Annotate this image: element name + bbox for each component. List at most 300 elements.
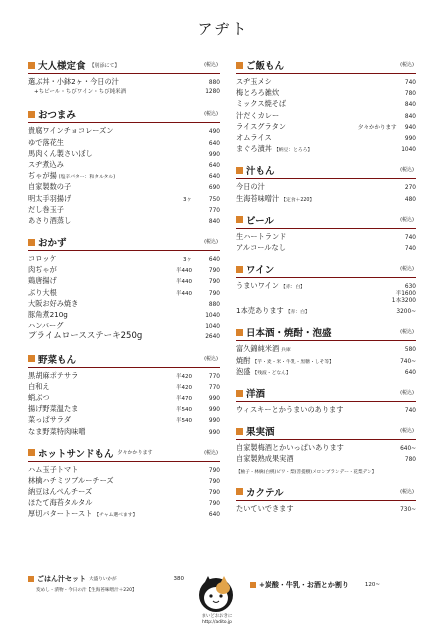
menu-item bbox=[236, 76, 416, 87]
menu-item bbox=[236, 453, 416, 464]
menu-item-price: 640 bbox=[208, 257, 220, 264]
menu-item-name-wrap bbox=[28, 370, 162, 381]
left-column bbox=[28, 58, 220, 529]
menu-item-name: 林檎ハチミツブルーチーズ bbox=[28, 475, 114, 485]
menu-item-name-wrap bbox=[236, 465, 392, 478]
bullet-square-icon bbox=[236, 62, 243, 69]
menu-section bbox=[236, 213, 416, 253]
menu-item bbox=[236, 231, 416, 242]
menu-item bbox=[28, 414, 220, 425]
bullet-square-icon bbox=[28, 576, 34, 582]
page-title: アヂト bbox=[197, 20, 249, 38]
menu-item bbox=[28, 253, 220, 264]
menu-item-name: スヂ玉メシ bbox=[236, 77, 272, 86]
menu-item-name: 泡盛 bbox=[236, 366, 251, 376]
menu-item bbox=[28, 486, 220, 497]
menu-item-name: 自家製数の子 bbox=[28, 182, 72, 192]
menu-section bbox=[236, 163, 416, 203]
menu-section bbox=[28, 235, 220, 343]
menu-item-name: ミックス焼そば bbox=[236, 99, 287, 109]
menu-item bbox=[236, 305, 416, 316]
menu-item-name-wrap bbox=[28, 486, 196, 497]
menu-item-price: 740 bbox=[404, 234, 416, 241]
bullet-square-icon bbox=[28, 239, 35, 246]
menu-item bbox=[28, 264, 220, 275]
menu-section bbox=[236, 58, 416, 154]
menu-item-price: 990 bbox=[404, 135, 416, 142]
menu-item-name: 黒胡麻ポテサラ bbox=[28, 370, 79, 380]
menu-item bbox=[236, 193, 416, 204]
bullet-square-icon bbox=[28, 111, 35, 118]
mixer-price: 120~ bbox=[364, 582, 380, 588]
menu-item-name-wrap bbox=[236, 442, 392, 453]
section-title: 野菜もん bbox=[38, 354, 77, 366]
menu-item-price: 490 bbox=[208, 129, 220, 136]
menu-item bbox=[236, 132, 416, 143]
bullet-square-icon bbox=[28, 355, 35, 362]
menu-item-name-wrap bbox=[236, 366, 392, 379]
menu-item-name-wrap bbox=[236, 76, 392, 87]
section-title: おつまみ bbox=[38, 110, 76, 122]
tax-label: (税込) bbox=[400, 216, 414, 223]
tax-label: (税込) bbox=[400, 390, 414, 396]
menu-item-name: まぐろ漬丼 bbox=[236, 144, 272, 154]
menu-item-name: ハム玉子トマト bbox=[28, 464, 79, 474]
rice-soup-set bbox=[28, 574, 188, 593]
menu-item-name: 白和え bbox=[28, 381, 50, 391]
menu-item-half-price: 半440 bbox=[176, 279, 192, 286]
menu-item-price: 640 bbox=[404, 369, 416, 376]
menu-item-name-wrap bbox=[236, 98, 392, 109]
menu-section bbox=[236, 386, 416, 415]
menu-item-name: 梅とろろ雑炊 bbox=[236, 88, 280, 98]
tax-label: (税込) bbox=[400, 488, 414, 495]
menu-item-name: ライスグラタン bbox=[236, 121, 286, 131]
menu-item-half-price: 半440 bbox=[176, 290, 192, 297]
tax-label: (税込) bbox=[204, 239, 218, 246]
menu-item-name-wrap bbox=[236, 181, 392, 192]
menu-section bbox=[28, 58, 220, 98]
section-title: ご飯もん bbox=[246, 61, 285, 72]
section-header bbox=[236, 386, 416, 402]
menu-item bbox=[28, 275, 220, 286]
section-header bbox=[236, 325, 416, 341]
menu-item bbox=[236, 465, 416, 476]
menu-item-price: 790 bbox=[208, 490, 220, 497]
section-title: カクテル bbox=[246, 487, 284, 499]
menu-item-name-wrap bbox=[28, 381, 162, 392]
menu-item bbox=[236, 181, 416, 192]
menu-item-name: 自家製熟成果実酒 bbox=[236, 454, 294, 464]
menu-item-name-wrap bbox=[28, 414, 162, 425]
menu-item-price: 840 bbox=[208, 218, 220, 225]
bullet-square-icon bbox=[236, 167, 243, 174]
menu-item-half-price: 半420 bbox=[176, 373, 192, 380]
menu-item-half-price: 3ヶ bbox=[183, 257, 192, 264]
menu-item bbox=[236, 143, 416, 154]
menu-item bbox=[236, 355, 416, 366]
menu-item-price: 790 bbox=[208, 467, 220, 474]
menu-item bbox=[28, 331, 220, 342]
section-header bbox=[236, 213, 416, 229]
section-header bbox=[28, 107, 220, 123]
menu-item-price: 3200~ bbox=[396, 309, 416, 316]
menu-item-name-wrap bbox=[28, 159, 196, 170]
menu-item bbox=[28, 309, 220, 320]
menu-item-price: 990 bbox=[208, 407, 220, 414]
menu-item-name: ほたて海苔タルタル bbox=[28, 498, 93, 508]
bullet-square-icon bbox=[28, 62, 35, 69]
menu-item-half-price: 半420 bbox=[176, 384, 192, 391]
bullet-square-icon bbox=[250, 582, 256, 588]
menu-item-price: 790 bbox=[208, 268, 220, 275]
menu-item-name: 鶏唐揚げ bbox=[28, 276, 57, 286]
menu-item-name-wrap bbox=[28, 392, 162, 403]
menu-item-name-wrap bbox=[28, 204, 196, 215]
section-title: 果実酒 bbox=[246, 427, 275, 439]
menu-item bbox=[28, 76, 220, 87]
menu-item-name: 蛸ぶつ bbox=[28, 392, 50, 402]
menu-item-price: 630 bbox=[404, 284, 416, 291]
menu-item-name: 馬肉くん製さいぼし bbox=[28, 148, 93, 158]
menu-item-price: 790 bbox=[208, 501, 220, 508]
menu-item-name: 選ぶ丼・小鉢2ヶ・今日の汁 bbox=[28, 77, 119, 86]
tax-label: (税込) bbox=[400, 329, 414, 336]
menu-item-price: 1040 bbox=[205, 313, 220, 319]
menu-item bbox=[28, 403, 220, 414]
right-column bbox=[236, 58, 416, 523]
menu-item-name-wrap bbox=[236, 193, 392, 206]
menu-item-name-wrap bbox=[28, 464, 196, 475]
menu-item-name: うまいワイン bbox=[236, 281, 279, 291]
menu-item bbox=[28, 475, 220, 486]
menu-item-name: 肉ぢゃが bbox=[28, 265, 57, 275]
menu-item bbox=[28, 320, 220, 331]
menu-item-name-wrap bbox=[236, 143, 392, 156]
menu-item-name-wrap bbox=[236, 110, 392, 121]
menu-section bbox=[236, 485, 416, 514]
menu-item-price: 580 bbox=[404, 347, 416, 354]
tax-label: (税込) bbox=[400, 266, 414, 273]
menu-item-name: 自家製梅酒とかいっぱいあります bbox=[236, 443, 344, 453]
menu-item-name-wrap bbox=[28, 264, 162, 275]
menu-item-price: 990 bbox=[208, 418, 220, 425]
menu-item bbox=[28, 204, 220, 215]
cat-logo-icon bbox=[196, 574, 236, 614]
section-title: 大人様定食 bbox=[38, 61, 86, 72]
menu-item-price: 1040 bbox=[205, 324, 220, 331]
menu-item-name-wrap bbox=[28, 309, 196, 320]
menu-item bbox=[28, 508, 220, 519]
mixer-label: +炭酸・牛乳・お酒とか割り bbox=[259, 581, 349, 589]
menu-item bbox=[28, 125, 220, 136]
menu-item-name-wrap bbox=[28, 181, 196, 192]
tax-label: (税込) bbox=[204, 355, 218, 362]
menu-item-price: 880 bbox=[208, 80, 220, 86]
menu-item-name: 【柚子・林檎(白桃)ピワ・梨(菩提樹)メロンブランデー・花梨デン】 bbox=[236, 469, 377, 475]
menu-item-detail: (塩辛バター：和タルタル) bbox=[58, 175, 116, 181]
menu-item-name: 焼酎 bbox=[236, 355, 251, 365]
menu-item-detail: 【チャム選べます】 bbox=[94, 513, 138, 519]
menu-item-price: 790 bbox=[208, 279, 220, 286]
tax-label: (税込) bbox=[204, 111, 218, 118]
section-header bbox=[28, 352, 220, 368]
menu-item-half-price: 3ヶ bbox=[183, 196, 192, 203]
menu-item-detail: 【赤：白】 bbox=[280, 285, 305, 291]
menu-item-name: 納豆はんぺんチーズ bbox=[28, 487, 93, 497]
menu-item-name-wrap bbox=[28, 275, 162, 286]
menu-item-price: 640 bbox=[208, 140, 220, 147]
menu-item-name: ゆで落花生 bbox=[28, 137, 64, 147]
menu-item-price: 730~ bbox=[400, 506, 416, 513]
menu-item bbox=[28, 287, 220, 298]
addon-label: +ちビール・ちびワイン・ちび純米酒 bbox=[34, 89, 127, 96]
extra-price: 1本3200 bbox=[391, 298, 416, 305]
menu-item-price: 1040 bbox=[401, 147, 416, 154]
menu-item-name-wrap bbox=[28, 76, 196, 87]
menu-item bbox=[28, 464, 220, 475]
menu-item bbox=[28, 148, 220, 159]
menu-item-price: 740 bbox=[404, 408, 416, 414]
menu-item-price: 770 bbox=[208, 384, 220, 391]
menu-item-price: 840 bbox=[404, 113, 416, 120]
tax-label: (税込) bbox=[400, 167, 414, 174]
menu-item bbox=[236, 404, 416, 415]
menu-item-name-wrap bbox=[236, 242, 392, 253]
cat-caption-greeting: まいどおおきに bbox=[201, 614, 233, 619]
menu-item-name: 1本売あります bbox=[236, 306, 284, 316]
menu-item-name: あさり酒蒸し bbox=[28, 215, 72, 225]
menu-item-name-wrap bbox=[28, 331, 196, 342]
menu-item bbox=[236, 343, 416, 354]
tax-label: (税込) bbox=[204, 62, 218, 68]
menu-item-name: 大阪お好み焼き bbox=[28, 298, 79, 308]
menu-item-name: 明太手羽揚げ bbox=[28, 193, 72, 203]
menu-item bbox=[236, 442, 416, 453]
menu-item-name-wrap bbox=[28, 148, 196, 159]
section-title: 洋酒 bbox=[246, 389, 266, 400]
menu-item-price: 770 bbox=[208, 207, 220, 214]
menu-item-name-wrap bbox=[28, 475, 196, 486]
menu-item-name-wrap bbox=[236, 121, 358, 132]
menu-item-price: 640 bbox=[208, 174, 220, 181]
menu-item-detail: 【納豆：とろろ】 bbox=[273, 148, 313, 154]
menu-item-price: 750 bbox=[208, 196, 220, 203]
bullet-square-icon bbox=[28, 449, 35, 456]
menu-item-detail: 兵庫 bbox=[281, 348, 291, 354]
bullet-square-icon bbox=[236, 216, 243, 223]
menu-item-name: コロッケ bbox=[28, 254, 57, 264]
menu-item-name-wrap bbox=[28, 426, 196, 437]
menu-item bbox=[236, 121, 416, 132]
set-title: ごはん汁セット bbox=[37, 575, 86, 583]
menu-item-name-wrap bbox=[28, 253, 162, 264]
menu-item bbox=[28, 170, 220, 181]
menu-item-name: ウィスキーとかうまいのあります bbox=[236, 405, 344, 414]
extra-price: 半1600 bbox=[395, 291, 416, 298]
section-title: 汁もん bbox=[246, 166, 275, 178]
menu-item-price: 480 bbox=[404, 196, 416, 203]
menu-item-name-wrap bbox=[28, 298, 196, 309]
menu-item bbox=[236, 110, 416, 121]
menu-item bbox=[28, 426, 220, 437]
menu-item-name-wrap bbox=[28, 137, 196, 148]
menu-item-detail: 【芋・麦・米・牛乳・黒糖・しそ等】 bbox=[252, 359, 334, 365]
section-title: おかず bbox=[38, 238, 67, 250]
section-header bbox=[28, 446, 220, 462]
menu-item-name: ぢゃが揚 bbox=[28, 171, 57, 181]
menu-item-name-wrap bbox=[236, 132, 392, 143]
menu-item-price: 990 bbox=[208, 429, 220, 436]
menu-item bbox=[236, 98, 416, 109]
menu-item-detail: 【定食＋220】 bbox=[281, 197, 315, 203]
menu-item-name: 豚角煮210g bbox=[28, 310, 68, 319]
menu-item-price: 740 bbox=[404, 80, 416, 86]
menu-item-price: 640~ bbox=[400, 446, 416, 453]
bullet-square-icon bbox=[236, 329, 243, 336]
section-header bbox=[236, 163, 416, 179]
bullet-square-icon bbox=[236, 428, 243, 435]
menu-item-price: 640 bbox=[208, 512, 220, 519]
menu-item-price: 780 bbox=[404, 457, 416, 464]
tax-label: (税込) bbox=[400, 428, 414, 435]
addon-price: 1280 bbox=[205, 89, 220, 96]
menu-item-price: 690 bbox=[208, 185, 220, 192]
menu-item bbox=[236, 503, 416, 514]
menu-item bbox=[28, 392, 220, 403]
menu-item-price: 740 bbox=[404, 245, 416, 252]
menu-item bbox=[28, 137, 220, 148]
section-note: 【別添にて】 bbox=[89, 62, 120, 69]
menu-item-price: 770 bbox=[208, 373, 220, 380]
menu-section bbox=[28, 446, 220, 520]
menu-item-price: 840 bbox=[404, 102, 416, 109]
menu-item-price: 640 bbox=[208, 162, 220, 169]
menu-section bbox=[236, 325, 416, 377]
menu-item-price: 990 bbox=[208, 395, 220, 402]
menu-item bbox=[28, 298, 220, 309]
menu-item-price: 790 bbox=[208, 478, 220, 485]
menu-item-half-price: 夕々かかります bbox=[358, 124, 397, 131]
menu-item-name-wrap bbox=[236, 503, 392, 514]
menu-item bbox=[28, 181, 220, 192]
menu-item-name-wrap bbox=[236, 231, 392, 242]
tax-label: (税込) bbox=[400, 62, 414, 68]
menu-item bbox=[28, 193, 220, 204]
section-header bbox=[236, 58, 416, 74]
menu-item bbox=[28, 215, 220, 226]
tax-label: (税込) bbox=[204, 449, 218, 456]
menu-item-price: 780 bbox=[404, 91, 416, 98]
menu-item bbox=[236, 87, 416, 98]
menu-item-name-wrap bbox=[28, 193, 162, 204]
menu-item-name: 汁だくカレー bbox=[236, 110, 280, 120]
section-title: ワイン bbox=[246, 265, 275, 277]
menu-item-name: 菜っぱサラダ bbox=[28, 415, 72, 425]
menu-item-price: 2640 bbox=[205, 334, 220, 341]
menu-section bbox=[236, 262, 416, 316]
menu-item-detail: 【赤：白】 bbox=[285, 310, 310, 316]
menu-item-name-wrap bbox=[28, 320, 196, 331]
menu-item-half-price: 半540 bbox=[176, 418, 192, 425]
menu-item-name: 生海苔味噌汁 bbox=[236, 193, 280, 203]
menu-item-name: たいていできます bbox=[236, 503, 294, 513]
menu-item-name-wrap bbox=[236, 280, 392, 293]
menu-item-name: ぶり大根 bbox=[28, 287, 57, 297]
menu-section bbox=[28, 107, 220, 226]
menu-item bbox=[28, 381, 220, 392]
menu-item-name: スヂ煮込み bbox=[28, 159, 64, 169]
menu-item-name: なま野菜特肉味噌 bbox=[28, 426, 86, 436]
menu-item-price: 790 bbox=[208, 290, 220, 297]
menu-item-price: 270 bbox=[404, 185, 416, 192]
bullet-square-icon bbox=[236, 266, 243, 273]
section-title: ビール bbox=[246, 215, 274, 227]
menu-item bbox=[28, 370, 220, 381]
menu-item bbox=[236, 366, 416, 377]
menu-item-half-price: 半470 bbox=[176, 395, 192, 402]
menu-item-name: 今日の汁 bbox=[236, 182, 265, 192]
menu-item-price: 880 bbox=[208, 301, 220, 308]
menu-item-price: 740~ bbox=[400, 358, 416, 365]
menu-item-half-price: 半540 bbox=[176, 407, 192, 414]
menu-item-name-wrap bbox=[28, 403, 162, 414]
cat-caption bbox=[194, 614, 240, 625]
menu-item-name-wrap bbox=[28, 497, 196, 508]
menu-item-name: 貴腐ワインチョコレーズン bbox=[28, 126, 114, 136]
menu-item-name: 富久錦純米酒 bbox=[236, 344, 280, 354]
menu-item-name-wrap bbox=[236, 453, 392, 464]
bottom-area bbox=[28, 574, 420, 624]
menu-item-name-wrap bbox=[236, 404, 392, 415]
cat-caption-url[interactable]: http://adito.jp bbox=[202, 619, 232, 625]
menu-item-name-wrap bbox=[236, 305, 392, 318]
menu-item-addon bbox=[28, 87, 220, 98]
menu-item-name: アルコールなし bbox=[236, 242, 286, 252]
menu-item-half-price: 半440 bbox=[176, 268, 192, 275]
section-note: 夕々かかります bbox=[117, 450, 153, 457]
section-header bbox=[236, 424, 416, 440]
menu-item-name: プライムロースステーキ250g bbox=[28, 331, 143, 342]
menu-item bbox=[236, 280, 416, 291]
section-header bbox=[236, 262, 416, 278]
menu-section bbox=[28, 352, 220, 437]
section-title: ホットサンドもん bbox=[38, 448, 114, 460]
menu-item-name-wrap bbox=[236, 87, 392, 98]
menu-item bbox=[28, 497, 220, 508]
bullet-square-icon bbox=[236, 390, 243, 397]
mixer-option bbox=[250, 580, 380, 590]
menu-item-name: ハンバーグ bbox=[28, 321, 64, 331]
menu-item-name-wrap bbox=[28, 125, 196, 136]
menu-item-name: オムライス bbox=[236, 132, 272, 142]
set-price: 380 bbox=[173, 576, 184, 582]
menu-section bbox=[236, 424, 416, 476]
menu-item-name: 生ハートランド bbox=[236, 231, 287, 241]
menu-item-price: 990 bbox=[208, 151, 220, 158]
menu-item-name-wrap bbox=[28, 215, 196, 226]
menu-item-name: だし巻玉子 bbox=[28, 204, 64, 214]
section-header bbox=[236, 485, 416, 501]
bullet-square-icon bbox=[236, 488, 243, 495]
menu-item-name-wrap bbox=[28, 287, 162, 298]
set-description: 変めし・漬物・今日の汁【生海苔味噌汁＋220】 bbox=[36, 588, 137, 593]
section-header bbox=[28, 58, 220, 74]
menu-item-name: 厚切バタートースト bbox=[28, 509, 93, 519]
menu-item-detail: 【残波・どなん】 bbox=[252, 370, 291, 376]
menu-item-price: 940 bbox=[404, 124, 416, 131]
set-note: 大盛りいかが bbox=[89, 577, 117, 582]
